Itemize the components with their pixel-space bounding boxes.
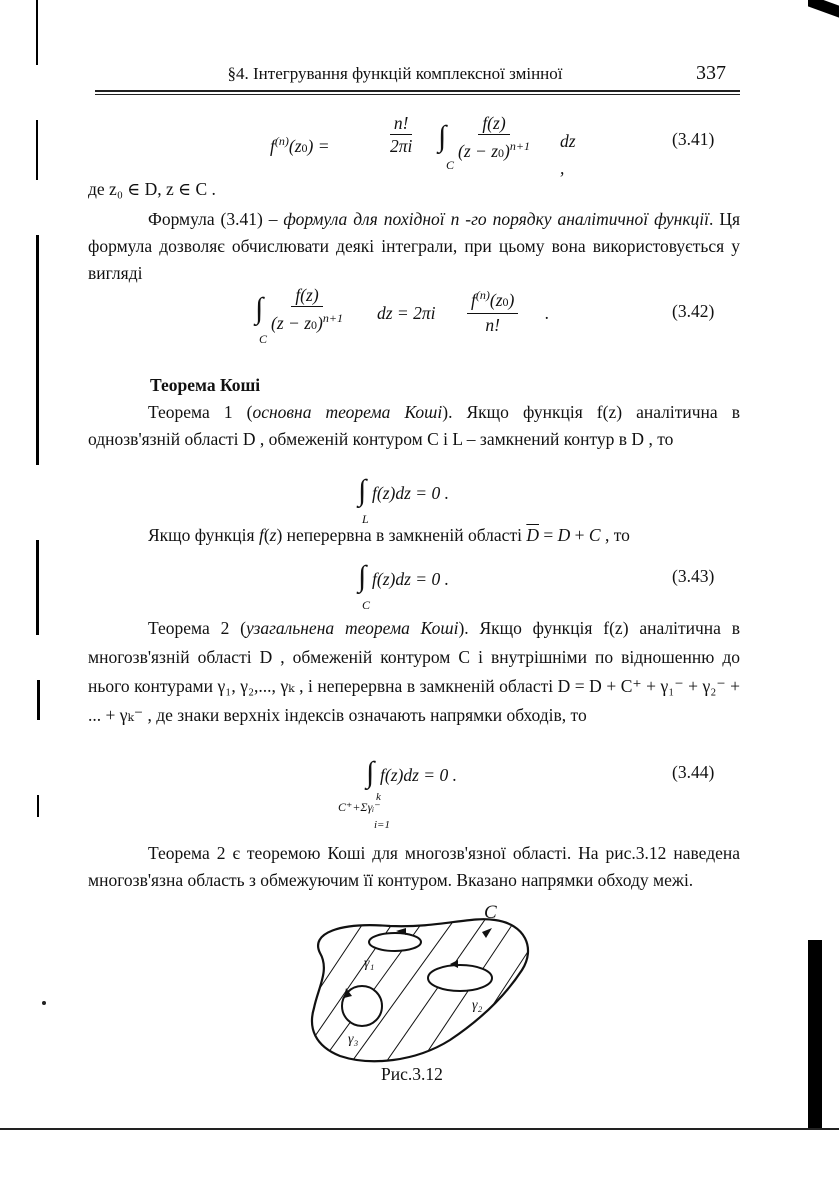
scan-margin-bar: [36, 120, 38, 180]
figure-caption: Рис.3.12: [381, 1064, 443, 1084]
contour-gamma-2: [428, 965, 492, 991]
scan-edge-bar: [808, 940, 822, 1130]
scan-dot: [42, 1001, 46, 1005]
scan-margin-bar: [37, 680, 40, 720]
figure-3-12: [300, 902, 540, 1068]
label-C: C: [484, 902, 497, 923]
header-rule-thin: [95, 94, 740, 95]
running-header: [95, 62, 740, 92]
equation-3-41: $f^{(n)}(z0)$ = $\frac{n!}{2\pi i}$ ∫ C $\frac{f(z)}{(z - z0)^{n+1}}$ dz ,: [270, 113, 576, 178]
contour-gamma-1: [369, 933, 421, 951]
scan-margin-bar: [36, 235, 39, 465]
theorem-1: Теорема 1 (основна теорема Коші). Якщо функція f(z) аналітична в однозв'язній області D , обмеженій контуром C і L – замкнений контур в D , то: [88, 402, 741, 449]
theorem-2: Теорема 2 (узагальнена теорема Коші). Якщо функція f(z) аналітична в многозв'язній області D , обмеженій контуром C і внутрішніми по відношенню до нього контурами γ₁, γ₂,..., γₖ , і неперервна в замкненій області D = D + C⁺ + γ₁⁻ + γ₂⁻ + ... + γₖ⁻ , де знаки верхніх індексів означають напрямки обходів, то: [88, 618, 740, 725]
label-gamma-3: γ₃: [348, 1032, 359, 1047]
label-gamma-2: γ₂: [472, 998, 483, 1013]
equation-number-3-44: (3.44): [672, 762, 715, 782]
where-line: де z₀ ∈ D, z ∈ C .: [88, 179, 216, 199]
multiply-connected-domain-diagram: [300, 908, 540, 1068]
scan-bottom-line: [0, 1128, 839, 1130]
equation-number-3-43: (3.43): [672, 566, 715, 586]
page-number: 337: [696, 62, 726, 84]
equation-number-3-42: (3.42): [672, 301, 715, 321]
continuity-line: Якщо функція f(z) неперервна в замкненій області $\overline{D} = D + C$ , то: [148, 525, 630, 545]
equation-number-3-41: (3.41): [672, 129, 715, 149]
paragraph-multiply-connected: Теорема 2 є теоремою Коші для многозв'язної області. На рис.3.12 наведена многозв'язна область з обмежуючим її контуром. Вказано напрямки обходу межі.: [88, 843, 740, 890]
direction-arrow-outer: [482, 928, 492, 938]
scan-corner-mark: [808, 0, 839, 18]
scan-margin-bar: [36, 0, 38, 65]
scan-margin-bar: [36, 540, 39, 635]
header-rule: [95, 90, 740, 92]
equation-3-42: ∫ C $\frac{f(z)}{(z - z0)^{n+1}}$ dz = 2πi $\frac{f^{(n)}(z0)}{n!}$ .: [255, 285, 550, 346]
equation-3-43: ∫ f(z)dz = 0 . C: [358, 560, 449, 612]
scan-margin-bar: [37, 795, 39, 817]
paragraph-formula-derivative: Формула (3.41) – формула для похідної n -го порядку аналітичної функції. Ця формула дозволяє обчислювати деякі інтеграли, при цьому вона використовується у вигляді: [88, 209, 741, 283]
chapter-title: §4. Інтегрування функцій комплексної змінної: [227, 64, 563, 83]
label-gamma-1: γ₁: [364, 956, 375, 971]
equation-contour-L: ∫ f(z)dz = 0 . L: [358, 474, 449, 526]
equation-3-44: ∫ f(z)dz = 0 . k C⁺+Σγᵢ⁻ i=1: [338, 756, 457, 831]
section-heading-cauchy: Теорема Коші: [150, 375, 261, 395]
